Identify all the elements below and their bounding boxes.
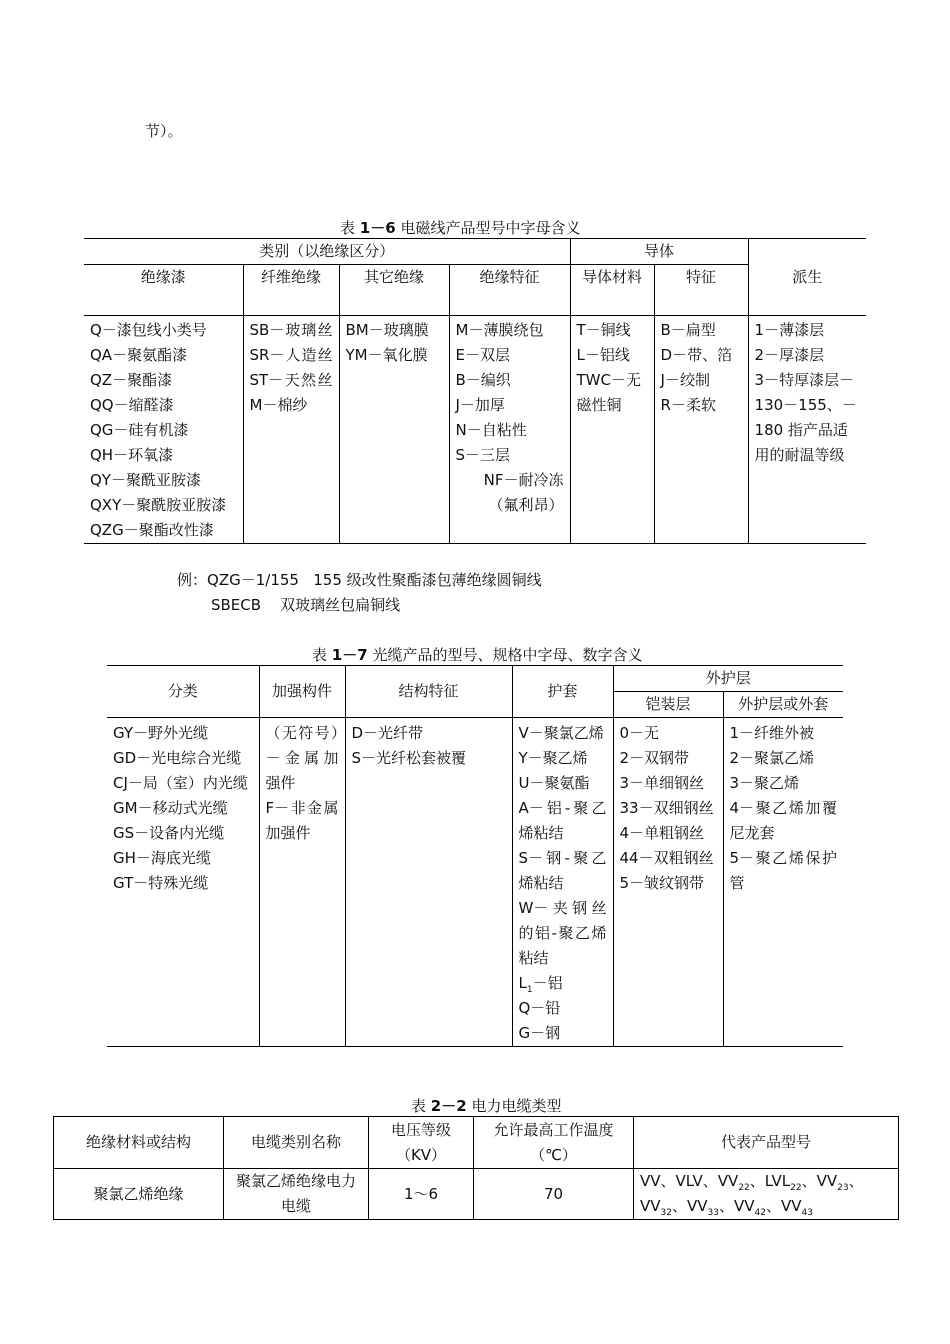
list-item: M－棉纱 [249, 396, 308, 414]
model-separator: 、 [718, 1197, 734, 1215]
caption-title: 电力电缆类型 [471, 1097, 562, 1115]
example-desc: 双玻璃丝包扁铜线 [280, 596, 401, 614]
list-item: 0－无 [619, 724, 660, 742]
product-model-subscript: 32 [660, 1208, 672, 1218]
list-item: QG－硅有机漆 [90, 421, 189, 439]
list-item [519, 971, 607, 996]
sheath-l1-sub: 1 [526, 985, 533, 995]
product-model: $VV_{33}$ [687, 1197, 719, 1218]
example-line-2 [211, 594, 400, 615]
list-item: 44－双粗钢丝 [619, 849, 714, 867]
table-1-7 [107, 665, 843, 1047]
list-item: L－铝线 [576, 346, 630, 364]
product-model: $VV_{23}$ [816, 1172, 849, 1193]
list-item: SB－玻璃丝 [249, 321, 333, 339]
product-model-subscript: 23 [837, 1183, 849, 1193]
list-item: T－铜线 [576, 321, 631, 339]
model-separator: 、 [660, 1172, 676, 1190]
list-item: GT－特殊光缆 [113, 874, 209, 892]
product-model-subscript: 33 [707, 1208, 719, 1218]
product-model: VV [640, 1172, 661, 1190]
header-feature: 绝缘特征 [449, 265, 570, 316]
table-2-2-caption [411, 1095, 561, 1116]
product-model: $LVL_{22}$ [764, 1172, 802, 1193]
header-insulation: 绝缘材料或结构 [54, 1117, 224, 1169]
cell-other [339, 316, 449, 544]
product-model: $VV_{43}$ [781, 1197, 813, 1218]
caption-prefix: 表 [340, 219, 356, 237]
list-item: Q－铅 [518, 999, 561, 1017]
cell-outer [723, 718, 843, 1047]
list-item: 2－厚漆层 [754, 346, 825, 364]
header-derived: 派生 [748, 239, 866, 316]
header-fiber: 纤维绝缘 [243, 265, 339, 316]
header-conductor-group: 导体 [570, 239, 748, 265]
caption-number: 1－7 [331, 646, 368, 664]
list-item: QY－聚酰亚胺漆 [90, 471, 201, 489]
example-code: QZG－1/155 [207, 571, 299, 589]
list-item: D－带、箔 [660, 346, 733, 364]
caption-number: 1－6 [359, 219, 396, 237]
caption-title: 光缆产品的型号、规格中字母、数字含义 [372, 646, 643, 664]
example-desc: 155 级改性聚酯漆包薄绝缘圆铜线 [313, 571, 542, 589]
list-item: M－薄膜绕包 [455, 321, 544, 339]
header-name: 电缆类别名称 [224, 1117, 369, 1169]
cell-temp: 70 [474, 1169, 634, 1220]
list-item: G－钢 [518, 1024, 561, 1042]
list-item: 1－纤维外被 [729, 724, 815, 742]
cell-class [107, 718, 259, 1047]
example-code: SBECB [211, 596, 262, 614]
list-item: N－自粘性 [455, 421, 527, 439]
header-cond-feature: 特征 [654, 265, 748, 316]
caption-prefix: 表 [411, 1097, 427, 1115]
list-item: 3－特厚漆层－130－155、－180 指产品适用的耐温等级 [754, 371, 857, 464]
list-item: SR－人造丝 [249, 346, 333, 364]
list-item: GY－野外光缆 [113, 724, 209, 742]
model-separator: 、 [671, 1197, 687, 1215]
list-item: TWC－无磁性铜 [576, 371, 641, 414]
list-item: S－光纤松套被覆 [351, 749, 467, 767]
list-item: V－聚氯乙烯 [518, 724, 604, 742]
product-model: VLV [675, 1172, 703, 1190]
cell-feature [449, 316, 570, 544]
cell-name: 聚氯乙烯绝缘电力电缆 [224, 1169, 369, 1220]
cell-material [570, 316, 654, 544]
header-outer: 外护层或外套 [723, 692, 843, 718]
cell-cond-feature [654, 316, 748, 544]
example-line-1 [177, 569, 542, 590]
cell-insulation: 聚氯乙烯绝缘 [54, 1169, 224, 1220]
header-material: 导体材料 [570, 265, 654, 316]
list-item: QZG－聚酯改性漆 [90, 521, 214, 539]
list-item: E－双层 [455, 346, 510, 364]
header-strength: 加强构件 [259, 666, 345, 718]
header-armor: 铠装层 [613, 692, 723, 718]
list-item: QH－环氧漆 [90, 446, 174, 464]
list-item: 3－单细钢丝 [619, 774, 705, 792]
list-item: J－绞制 [660, 371, 710, 389]
list-item: B－扁型 [660, 321, 716, 339]
sheath-l1-rest: －铝 [532, 974, 563, 992]
list-item: 1－薄漆层 [754, 321, 825, 339]
list-item: R－柔软 [660, 396, 716, 414]
list-item: ST－天然丝 [249, 371, 333, 389]
list-item: GM－移动式光缆 [113, 799, 228, 817]
cell-voltage: 1～6 [369, 1169, 474, 1220]
table-1-7-caption [312, 644, 642, 665]
list-item: U－聚氨酯 [518, 774, 590, 792]
cell-sheath [512, 718, 613, 1047]
product-model: $VV_{22}$ [717, 1172, 750, 1193]
header-other: 其它绝缘 [339, 265, 449, 316]
cell-armor [613, 718, 723, 1047]
table-2-2 [53, 1116, 899, 1220]
cell-structure [345, 718, 512, 1047]
header-category-group: 类别（以绝缘区分） [84, 239, 570, 265]
header-models: 代表产品型号 [634, 1117, 899, 1169]
list-item: D－光纤带 [351, 724, 424, 742]
header-outer-group: 外护层 [613, 666, 843, 692]
model-separator: 、 [749, 1172, 765, 1190]
list-item: QXY－聚酰胺亚胺漆 [90, 496, 227, 514]
list-item: YM－氧化膜 [345, 346, 428, 364]
table-1-6 [84, 238, 866, 544]
list-item: QQ－缩醛漆 [90, 396, 174, 414]
list-item: NF－耐冷冻（氟利昂） [483, 471, 564, 514]
header-voltage: 电压等级（KV） [369, 1117, 474, 1169]
cell-derived [748, 316, 866, 544]
list-item: B－编织 [455, 371, 511, 389]
table-1-6-caption [340, 217, 580, 238]
product-model-subscript: 42 [754, 1208, 766, 1218]
list-item: QA－聚氨酯漆 [90, 346, 188, 364]
list-item: F－非金属加强件 [265, 799, 339, 842]
header-enamel: 绝缘漆 [84, 265, 243, 316]
model-separator: 、 [702, 1172, 718, 1190]
product-model-subscript: 22 [738, 1183, 750, 1193]
product-model: $VV_{42}$ [734, 1197, 766, 1218]
list-item: CJ－局（室）内光缆 [113, 774, 248, 792]
list-item: 5－皱纹钢带 [619, 874, 705, 892]
list-item: GH－海底光缆 [113, 849, 211, 867]
list-item: S－三层 [455, 446, 511, 464]
list-item: GD－光电综合光缆 [113, 749, 242, 767]
list-item: 2－聚氯乙烯 [729, 749, 815, 767]
model-separator: 、 [848, 1172, 864, 1190]
list-item: 3－聚乙烯 [729, 774, 800, 792]
list-item: 4－聚乙烯加覆尼龙套 [729, 799, 838, 842]
caption-number: 2－2 [430, 1097, 467, 1115]
sheath-l1-letter: L [518, 974, 527, 992]
cell-enamel [84, 316, 243, 544]
list-item: 33－双细钢丝 [619, 799, 714, 817]
cell-strength [259, 718, 345, 1047]
header-class: 分类 [107, 666, 259, 718]
page-top-text: 节）。 [145, 122, 183, 140]
cell-models [634, 1169, 899, 1220]
list-item: S－钢-聚乙烯粘结 [518, 849, 607, 892]
header-sheath: 护套 [512, 666, 613, 718]
list-item: 5－聚乙烯保护管 [729, 849, 838, 892]
example-label: 例： [177, 571, 208, 589]
list-item: J－加厚 [455, 396, 505, 414]
header-structure: 结构特征 [345, 666, 512, 718]
product-model: $VV_{32}$ [640, 1197, 672, 1218]
list-item: Y－聚乙烯 [518, 749, 588, 767]
list-item: 2－双钢带 [619, 749, 690, 767]
product-model-subscript: 22 [790, 1183, 802, 1193]
list-item: （无符号）－金属加强件 [265, 724, 339, 792]
list-item: 4－单粗钢丝 [619, 824, 705, 842]
caption-prefix: 表 [312, 646, 328, 664]
caption-title: 电磁线产品型号中字母含义 [400, 219, 581, 237]
product-model-subscript: 43 [801, 1208, 813, 1218]
list-item: W－夹钢丝的铝-聚乙烯粘结 [518, 899, 607, 967]
list-item: A－铝-聚乙烯粘结 [518, 799, 607, 842]
list-item: Q－漆包线小类号 [90, 321, 207, 339]
list-item: GS－设备内光缆 [113, 824, 225, 842]
header-temp: 允许最高工作温度（℃） [474, 1117, 634, 1169]
model-separator: 、 [801, 1172, 817, 1190]
cell-fiber [243, 316, 339, 544]
model-separator: 、 [765, 1197, 781, 1215]
list-item: QZ－聚酯漆 [90, 371, 173, 389]
list-item: BM－玻璃膜 [345, 321, 429, 339]
